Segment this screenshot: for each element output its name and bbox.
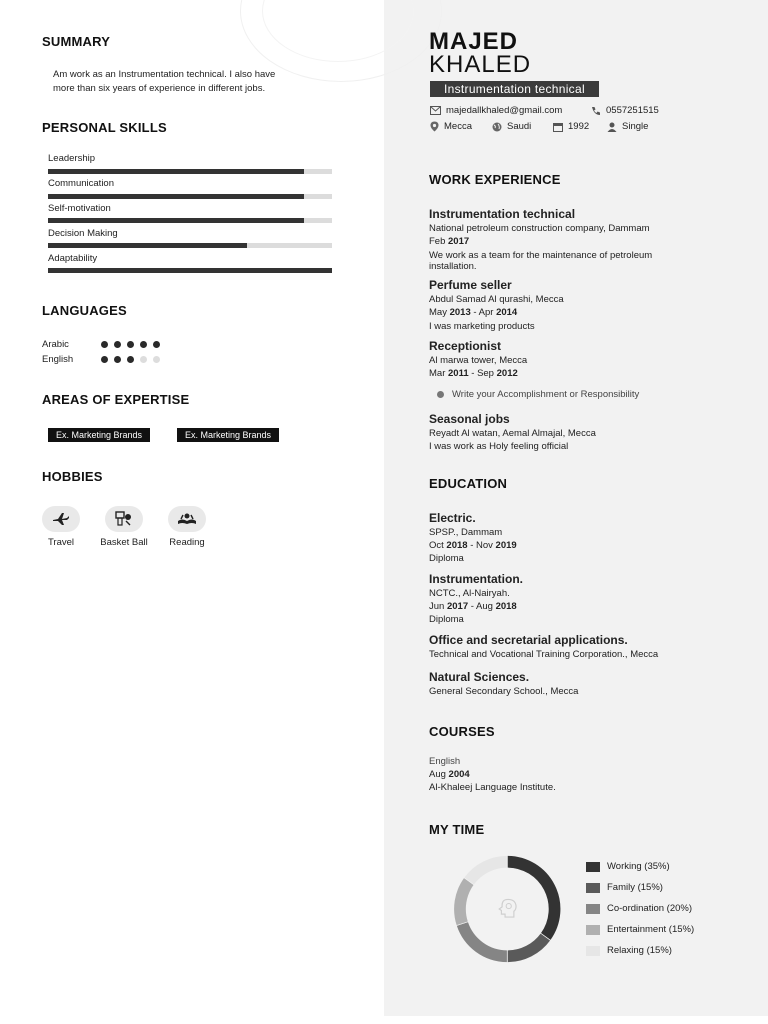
date-year: 2019 (495, 540, 517, 551)
job-company: Reyadt Al watan, Aemal Almajal, Mecca (429, 428, 596, 439)
education-title-text: Instrumentation. (429, 572, 524, 586)
job-company: Al marwa tower, Mecca (429, 355, 528, 366)
date-year: 2012 (496, 368, 518, 379)
globe-icon (492, 122, 502, 132)
job-date-month: Feb (429, 236, 449, 247)
date-month: May (429, 307, 450, 318)
skills-title: PERSONAL SKILLS (42, 120, 167, 135)
job-desc: We work as a team for the maintenance of petroleum (429, 250, 653, 261)
language-rating (101, 356, 160, 363)
job-date (429, 236, 652, 247)
date-sep: - Nov (467, 540, 496, 551)
hobby-label: Basket Ball (100, 537, 148, 548)
skill-bar-fill (48, 169, 304, 174)
legend-item (586, 882, 663, 893)
skill-bar-fill (48, 218, 304, 223)
skill-bar (48, 218, 332, 223)
time-donut-chart (428, 854, 588, 964)
hobby-basketball (94, 506, 154, 548)
location-icon (430, 121, 439, 132)
date-year: 2014 (496, 307, 518, 318)
job-entry (429, 207, 652, 272)
date-month: Mar (429, 368, 448, 379)
rating-dot (101, 356, 108, 363)
email-icon (430, 106, 441, 115)
rating-dot (153, 356, 160, 363)
education-degree: Diploma (429, 614, 464, 625)
expertise-title: AREAS OF EXPERTISE (42, 392, 190, 407)
city-text: Mecca (444, 121, 472, 132)
job-desc: I was work as Holy feeling official (429, 441, 569, 452)
job-title: Instrumentation technical (429, 207, 576, 221)
course-entry (429, 756, 556, 793)
skill-label: Self-motivation (48, 203, 111, 214)
language-rating (101, 341, 160, 348)
slice-working (507, 855, 561, 940)
education-entry (429, 572, 523, 625)
education-title-text: Electric. (429, 511, 476, 525)
education-school: SPSP., Dammam (429, 527, 503, 538)
summary-line-2: more than six years of experience in different jobs. (53, 83, 266, 94)
skill-bar (48, 169, 332, 174)
skill-label: Communication (48, 178, 114, 189)
rating-dot (140, 356, 147, 363)
job-date-year: 2017 (448, 236, 470, 247)
date-year: 2011 (448, 368, 469, 379)
job-title: Receptionist (429, 339, 502, 353)
basketball-icon (105, 506, 143, 532)
legend-swatch (586, 904, 600, 914)
skill-bar (48, 243, 332, 248)
country-text: Saudi (507, 121, 532, 132)
legend-label: Relaxing (15%) (607, 945, 672, 956)
skill-label: Leadership (48, 153, 96, 164)
legend-item (586, 924, 694, 935)
language-label: Arabic (42, 339, 69, 350)
hobby-label: Travel (47, 537, 75, 548)
date-year: 2018 (446, 540, 468, 551)
job-entry (429, 412, 596, 452)
contact-city (430, 121, 472, 132)
rating-dot (127, 341, 134, 348)
skill-bar-fill (48, 243, 247, 248)
hobby-label: Reading (169, 537, 205, 548)
legend-item (586, 945, 672, 956)
legend-swatch (586, 925, 600, 935)
education-school: Technical and Vocational Training Corporation., Mecca (429, 649, 659, 660)
legend-label: Family (15%) (607, 882, 663, 893)
summary-text (53, 68, 313, 96)
hobby-travel (31, 506, 91, 548)
legend-label: Working (35%) (607, 861, 670, 872)
slice-relaxing (464, 855, 507, 884)
phone-icon (591, 106, 601, 116)
skill-bar-fill (48, 268, 332, 273)
skill-label: Decision Making (48, 228, 118, 239)
education-degree: Diploma (429, 553, 464, 564)
contact-phone[interactable] (591, 105, 659, 116)
legend-swatch (586, 862, 600, 872)
legend-item (586, 903, 692, 914)
hobbies-title: HOBBIES (42, 469, 103, 484)
skill-bar (48, 194, 332, 199)
date-month: Jun (429, 601, 447, 612)
legend-label: Co-ordination (20%) (607, 903, 693, 914)
course-institute: Al-Khaleej Language Institute. (429, 782, 556, 793)
education-title-text: Natural Sciences. (429, 670, 530, 684)
date-sep: - Aug (468, 601, 496, 612)
phone-text: 0557251515 (606, 105, 659, 116)
slice-co-ordination (456, 922, 507, 963)
job-title: Perfume seller (429, 278, 512, 292)
rating-dot (114, 356, 121, 363)
date-month: Aug (429, 769, 449, 780)
education-school: General Secondary School., Mecca (429, 686, 579, 697)
job-company: Abdul Samad Al qurashi, Mecca (429, 294, 564, 305)
skill-bar-fill (48, 194, 304, 199)
job-entry (429, 278, 564, 332)
legend-swatch (586, 883, 600, 893)
course-date (429, 769, 556, 780)
slice-entertainment (454, 878, 474, 926)
date-month: Oct (429, 540, 447, 551)
rating-dot (114, 341, 121, 348)
rating-dot (153, 341, 160, 348)
rating-dot (101, 341, 108, 348)
job-entry (429, 339, 639, 400)
education-entry (429, 511, 517, 564)
date-sep: - Apr (470, 307, 497, 318)
contact-birth-year (553, 121, 589, 132)
job-date (429, 307, 564, 318)
contact-email[interactable] (430, 105, 562, 116)
education-school: NCTC., Al-Nairyah. (429, 588, 510, 599)
bullet-icon (437, 391, 444, 398)
education-entry (429, 633, 658, 660)
job-title: Seasonal jobs (429, 412, 510, 426)
course-name: English (429, 756, 461, 767)
languages-title: LANGUAGES (42, 303, 127, 318)
date-sep: - Sep (468, 368, 497, 379)
expertise-tag: Ex. Marketing Brands (48, 428, 150, 442)
skill-bar (48, 268, 332, 273)
education-title: EDUCATION (429, 476, 508, 491)
first-name: MAJED (429, 28, 519, 55)
rating-dot (127, 356, 134, 363)
education-entry (429, 670, 578, 697)
legend-item (586, 861, 670, 872)
birth-year-text: 1992 (568, 121, 590, 132)
reading-icon (168, 506, 206, 532)
education-title-text: Office and secretarial applications. (429, 633, 628, 647)
hobby-reading (157, 506, 217, 548)
job-company: National petroleum construction company, Dammam (429, 223, 650, 234)
education-date (429, 601, 523, 612)
job-date (429, 368, 639, 379)
language-label: English (42, 354, 74, 365)
job-bullet-text: Write your Accomplishment or Responsibility (452, 389, 640, 400)
contact-status (607, 121, 648, 132)
job-desc: I was marketing products (429, 321, 535, 332)
date-year: 2013 (449, 307, 471, 318)
calendar-icon (553, 122, 563, 132)
airplane-icon (42, 506, 80, 532)
slice-family (507, 933, 550, 962)
contact-country (492, 121, 531, 132)
experience-title: WORK EXPERIENCE (429, 172, 561, 187)
legend-swatch (586, 946, 600, 956)
skill-label: Adaptability (48, 253, 98, 264)
status-text: Single (622, 121, 649, 132)
expertise-tag: Ex. Marketing Brands (177, 428, 279, 442)
date-year: 2018 (495, 601, 517, 612)
my-time-title: MY TIME (429, 822, 485, 837)
legend-label: Entertainment (15%) (607, 924, 695, 935)
summary-title: SUMMARY (42, 34, 111, 49)
courses-title: COURSES (429, 724, 495, 739)
summary-line-1: Am work as an Instrumentation technical. I also have (53, 69, 276, 80)
donut-slices (454, 855, 561, 962)
headline: Instrumentation technical (430, 81, 599, 97)
education-date (429, 540, 517, 551)
job-bullet (429, 389, 639, 400)
person-icon (607, 122, 617, 132)
date-year: 2017 (446, 601, 469, 612)
rating-dot (140, 341, 147, 348)
head-icon (499, 899, 516, 917)
date-year: 2004 (448, 769, 470, 780)
job-desc: installation. (429, 261, 477, 272)
last-name: KHALED (429, 51, 532, 78)
email-text: majedallkhaled@gmail.com (446, 105, 563, 116)
